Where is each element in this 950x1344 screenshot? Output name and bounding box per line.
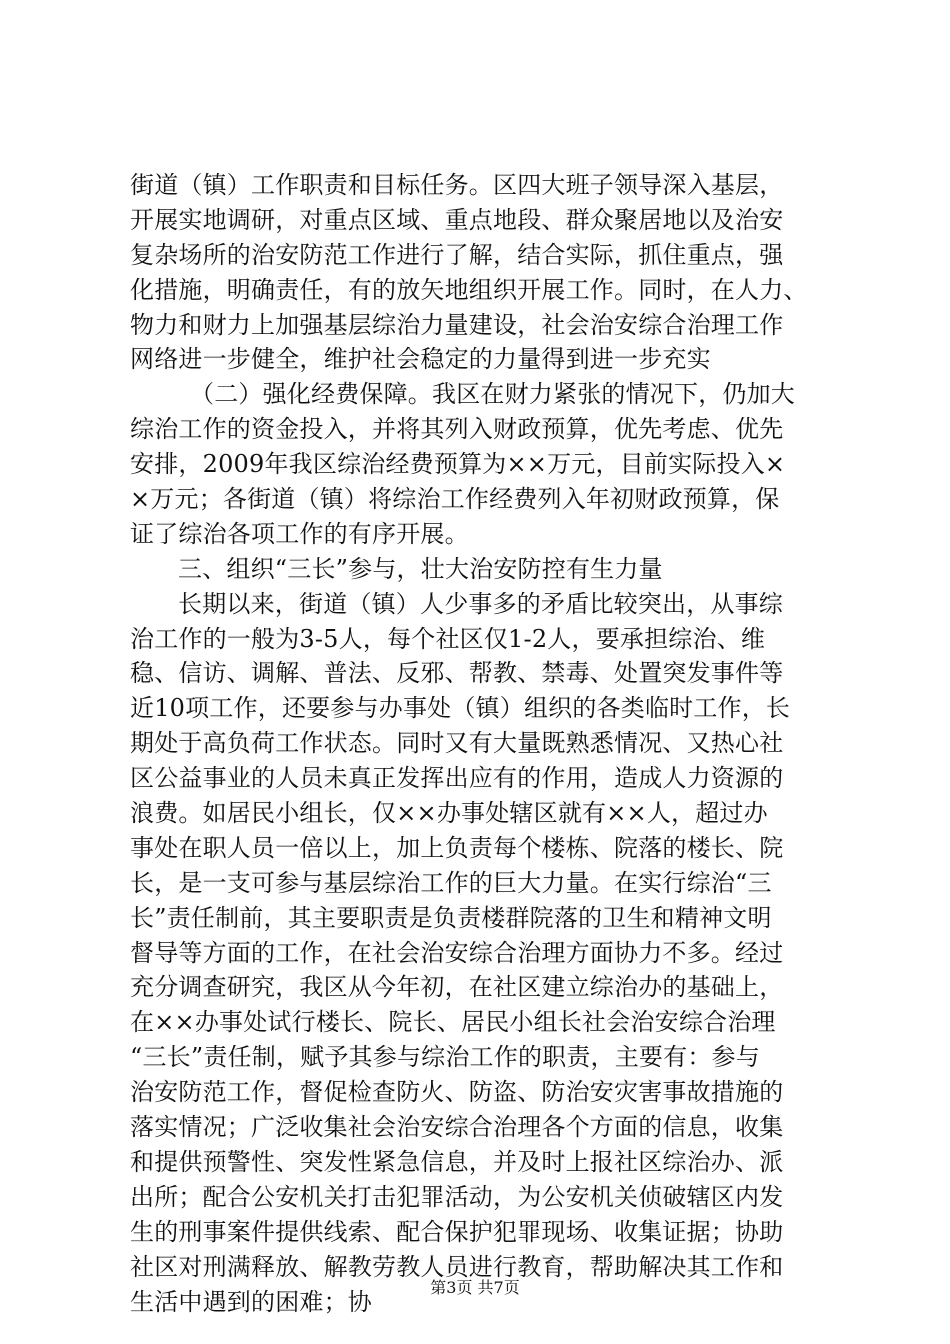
text-line: 和提供预警性、突发性紧急信息，并及时上报社区综治办、派 <box>130 1147 784 1176</box>
text-line: 近10项工作，还要参与办事处（镇）组织的各类临时工作，长 <box>130 694 791 723</box>
text-line: 在××办事处试行楼长、院长、居民小组长社会治安综合治理 <box>130 1008 776 1037</box>
text-line: 生的刑事案件提供线索、配合保护犯罪现场、收集证据；协助 <box>130 1217 784 1246</box>
text-line: 长”责任制前，其主要职责是负责楼群院落的卫生和精神文明 <box>130 903 772 932</box>
text-line: 期处于高负荷工作状态。同时又有大量既熟悉情况、又热心社 <box>130 729 784 758</box>
text-line: 化措施，明确责任，有的放矢地组织开展工作。同时，在人力、 <box>130 275 808 304</box>
text-line: 稳、信访、调解、普法、反邪、帮教、禁毒、处置突发事件等 <box>130 659 784 688</box>
text-line: 街道（镇）工作职责和目标任务。区四大班子领导深入基层， <box>130 171 784 199</box>
text-line: 区公益事业的人员未真正发挥出应有的作用，造成人力资源的 <box>130 764 784 793</box>
text-line: 安排，2009年我区综治经费预算为××万元，目前实际投入× <box>130 450 786 479</box>
text-line: 督导等方面的工作，在社会治安综合治理方面协力不多。经过 <box>130 938 784 967</box>
text-line: 治安防范工作，督促检查防火、防盗、防治安灾害事故措施的 <box>130 1078 784 1107</box>
document-body <box>130 168 838 1319</box>
text-line: ×万元；各街道（镇）将综治工作经费列入年初财政预算，保 <box>130 485 780 514</box>
section-heading-funding: （二）强化经费保障。我区在财力紧张的情况下，仍加大 <box>190 380 795 409</box>
text-line: 事处在职人员一倍以上，加上负责每个楼栋、院落的楼长、院 <box>130 833 784 862</box>
text-line: 充分调查研究，我区从今年初，在社区建立综治办的基础上， <box>130 973 784 1002</box>
text-line: 物力和财力上加强基层综治力量建设，社会治安综合治理工作 <box>130 310 784 339</box>
text-line: 生活中遇到的困难；协 <box>130 1287 372 1316</box>
text-line: 复杂场所的治安防范工作进行了解，结合实际，抓住重点，强 <box>130 240 784 269</box>
text-line: “三长”责任制，赋予其参与综治工作的职责，主要有：参与 <box>130 1043 760 1072</box>
text-line: 出所；配合公安机关打击犯罪活动，为公安机关侦破辖区内发 <box>130 1182 784 1211</box>
text-line: 综治工作的资金投入，并将其列入财政预算，优先考虑、优先 <box>130 415 784 444</box>
text-line: 长，是一支可参与基层综治工作的巨大力量。在实行综治“三 <box>130 868 772 897</box>
text-line: 网络进一步健全，维护社会稳定的力量得到进一步充实 <box>130 345 711 374</box>
text-line: 证了综治各项工作的有序开展。 <box>130 519 469 548</box>
section-heading-three-chiefs: 三、组织“三长”参与，壮大治安防控有生力量 <box>178 554 663 583</box>
text-line: 治工作的一般为3-5人，每个社区仅1-2人，要承担综治、维 <box>130 624 766 653</box>
text-line: 浪费。如居民小组长，仅××办事处辖区就有××人，超过办 <box>130 799 768 828</box>
text-line: 开展实地调研，对重点区域、重点地段、群众聚居地以及治安 <box>130 205 784 234</box>
text-line: 落实情况；广泛收集社会治安综合治理各个方面的信息，收集 <box>130 1113 784 1142</box>
text-line: 社区对刑满释放、解教劳教人员进行教育，帮助解决其工作和 <box>130 1252 784 1281</box>
paragraph-start: 长期以来，街道（镇）人少事多的矛盾比较突出，从事综 <box>178 589 783 618</box>
page-number-footer: 第3页 共7页 <box>430 1278 520 1297</box>
